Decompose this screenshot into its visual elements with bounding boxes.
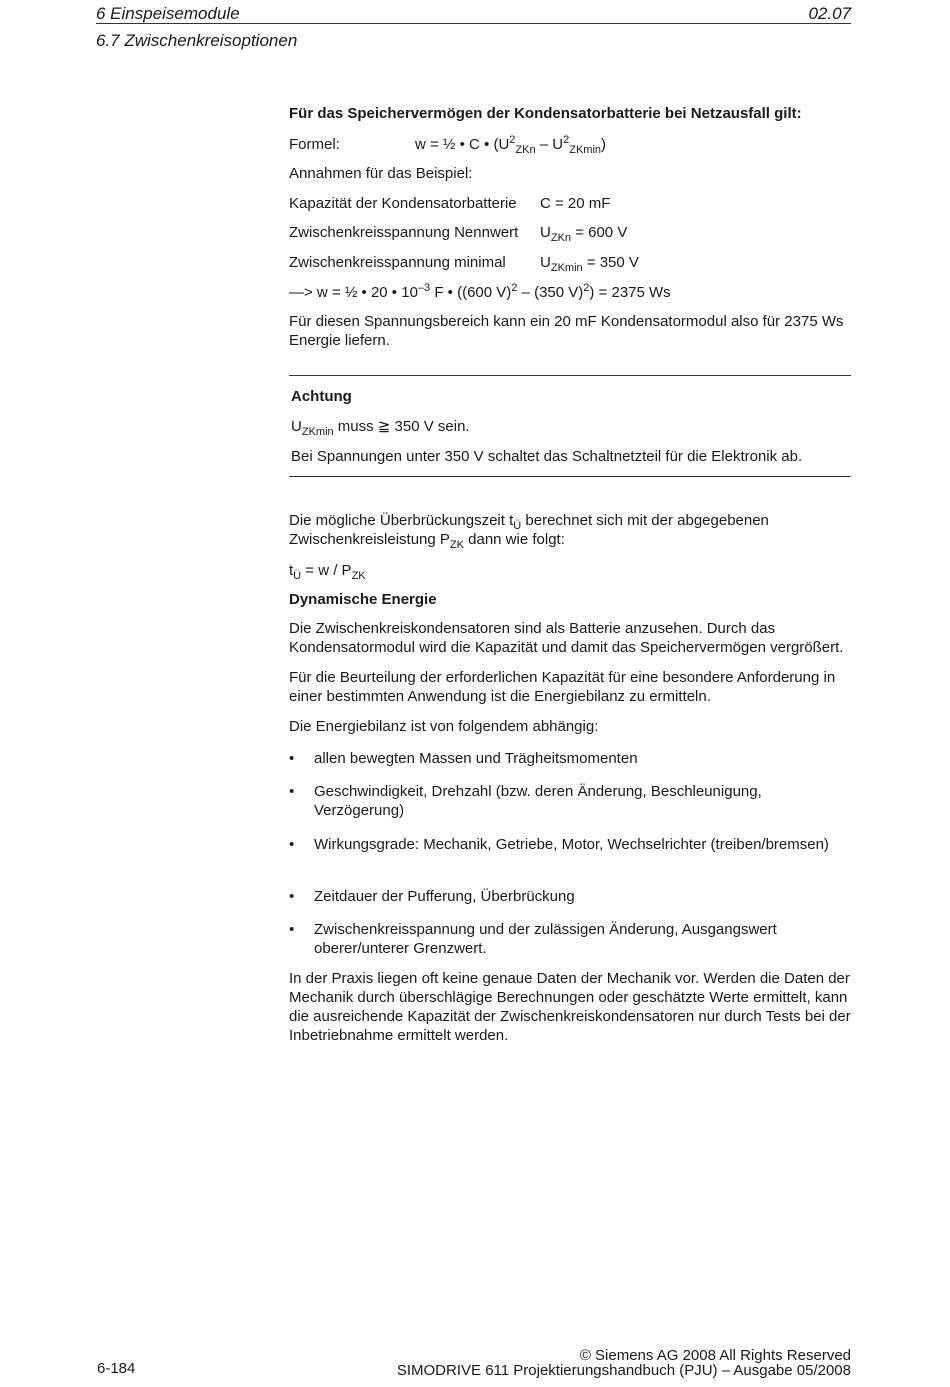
section-title: 6.7 Zwischenkreisoptionen [96, 31, 298, 50]
minimal-voltage-value: $U_{ZKmin} = 350$ V [540, 254, 639, 274]
list-item-text: Zeitdauer der Pufferung, Überbrückung [314, 888, 575, 905]
caution-title: Achtung [291, 388, 352, 405]
bullet-icon: • [289, 750, 295, 767]
dynamic-paragraph-3: Die Energiebilanz ist von folgendem abhängig: [289, 718, 599, 735]
dynamic-energy-heading: Dynamische Energie [289, 591, 437, 608]
bridging-time-text: Die mögliche Überbrückungszeit $t_Ü$ berechnet sich mit der abgegebenen Zwischenkreisleistung $P_{ZK}$ dann wie folgt: [289, 512, 769, 551]
list-item-text: Zwischenkreisspannung und der zulässigen Änderung, Ausgangswert oberer/unterer Grenzwert. [314, 921, 777, 957]
nominal-voltage-label: Zwischenkreisspannung Nennwert [289, 224, 519, 241]
nominal-voltage-value: $U_{ZKn} = 600$ V [540, 224, 628, 244]
bridging-formula: $t_Ü = w / P_{ZK}$ [289, 562, 366, 582]
caution-top-rule [289, 375, 851, 376]
voltage-range-text: Für diesen Spannungsbereich kann ein 20 mF Kondensatormodul also für 2375 Ws Energie liefern. [289, 313, 844, 349]
capacity-label: Kapazität der Kondensatorbatterie [289, 195, 517, 212]
header-date: 02.07 [808, 4, 851, 23]
minimal-voltage-label: Zwischenkreisspannung minimal [289, 254, 506, 271]
minimal-voltage-line [289, 253, 854, 272]
capacity-line [289, 194, 854, 213]
list-item-text: Geschwindigkeit, Drehzahl (bzw. deren Änderung, Beschleunigung, Verzögerung) [314, 783, 762, 819]
header-rule [96, 23, 851, 24]
list-item-text: allen bewegten Massen und Trägheitsmomenten [314, 750, 638, 767]
caution-line-1: $U_{ZKmin}$ muss ≧ 350 V sein. [291, 418, 470, 438]
formula: w = ½ • C • $(U^2_{ZKn} - U^2_{ZKmin})$ [415, 134, 607, 156]
bullet-icon: • [289, 783, 295, 800]
running-header [96, 4, 851, 24]
assumptions-text: Annahmen für das Beispiel: [289, 165, 473, 182]
nominal-voltage-line [289, 223, 854, 242]
capacity-value: C = 20 mF [540, 195, 611, 212]
practice-paragraph: In der Praxis liegen oft keine genaue Daten der Mechanik vor. Werden die Daten der Mechanik durch überschlägige Berechnungen oder geschätzte Werte ermittelt, kann die ausreichende Kapazität der Zwischenkreiskondensatoren nur durch Tests bei der Inbetriebnahme ermittelt werden. [289, 970, 851, 1044]
chapter-title: 6 Einspeisemodule [96, 4, 240, 23]
caution-bottom-rule [289, 476, 851, 477]
dynamic-paragraph-1: Die Zwischenkreiskondensatoren sind als Batterie anzusehen. Durch das Kondensatormodul wird die Kapazität und damit das Speichervermögen vergrößert. [289, 620, 844, 656]
page-number: 6-184 [97, 1360, 136, 1377]
bullet-icon: • [289, 836, 295, 853]
copyright-notice: © Siemens AG 2008 All Rights Reserved [579, 1347, 851, 1364]
calculation-line: —> w = ½ • 20 • $10^{-3}$ F • ((600 V)$^2$ – (350 V)$^2$) = 2375 Ws [289, 282, 671, 301]
manual-title: SIMODRIVE 611 Projektierungshandbuch (PJU) – Ausgabe 05/2008 [396, 1362, 851, 1379]
bullet-icon: • [289, 921, 295, 938]
list-item-text: Wirkungsgrade: Mechanik, Getriebe, Motor, Wechselrichter (treiben/bremsen) [314, 836, 829, 853]
storage-heading: Für das Speichervermögen der Kondensatorbatterie bei Netzausfall gilt: [289, 105, 802, 122]
dynamic-paragraph-2: Für die Beurteilung der erforderlichen Kapazität für eine besondere Anforderung in einer bestimmten Anwendung ist die Energiebilanz zu ermitteln. [289, 669, 836, 705]
formula-label: Formel: [289, 136, 340, 153]
caution-line-2: Bei Spannungen unter 350 V schaltet das Schaltnetzteil für die Elektronik ab. [291, 448, 803, 465]
bullet-icon: • [289, 888, 295, 905]
formula-line [289, 135, 854, 154]
